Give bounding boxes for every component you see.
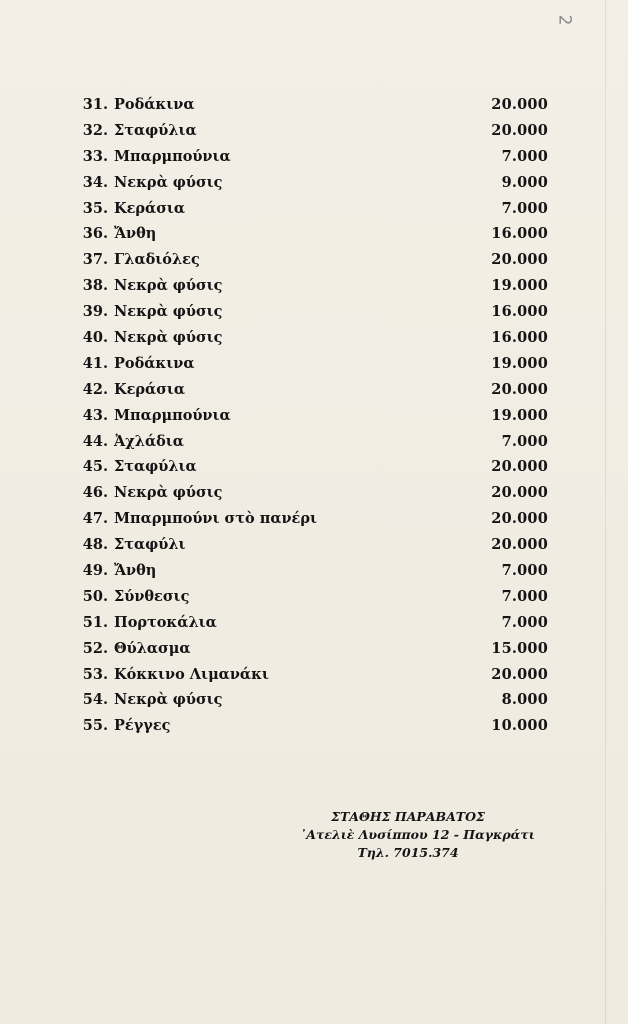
paper-fold-line — [605, 0, 606, 1024]
item-number: 41. — [82, 354, 108, 372]
item-title: Νεκρὰ φύσις — [114, 329, 223, 347]
item-number: 52. — [82, 639, 108, 657]
item-title: Νεκρὰ φύσις — [114, 691, 223, 709]
item-title: Σταφύλια — [114, 458, 197, 476]
item-number: 34. — [82, 173, 108, 191]
item-title: Νεκρὰ φύσις — [114, 277, 223, 295]
item-title: Ροδάκινα — [114, 96, 195, 113]
item-price: 20.000 — [491, 380, 548, 398]
item-number: 50. — [82, 587, 108, 605]
list-item — [76, 662, 548, 688]
list-item — [76, 480, 548, 506]
item-title: Ροδάκινα — [114, 354, 195, 372]
item-number: 45. — [82, 458, 108, 476]
item-number: 38. — [82, 277, 108, 295]
signature-block — [300, 808, 535, 862]
item-price: 20.000 — [491, 484, 548, 502]
item-title: Ἀχλάδια — [114, 432, 184, 450]
item-title: Ἄνθη — [114, 562, 157, 580]
item-title: Ρέγγες — [114, 717, 171, 735]
list-item — [76, 351, 548, 377]
item-price: 19.000 — [491, 406, 548, 424]
item-number: 42. — [82, 380, 108, 398]
item-number: 31. — [82, 96, 108, 113]
list-item — [76, 610, 548, 636]
list-item — [76, 584, 548, 610]
item-price: 7.000 — [501, 562, 548, 580]
list-item — [76, 144, 548, 170]
item-price: 9.000 — [501, 173, 548, 191]
item-number: 44. — [82, 432, 108, 450]
item-price: 20.000 — [491, 536, 548, 554]
item-price: 16.000 — [491, 303, 548, 321]
item-price: 16.000 — [491, 225, 548, 243]
list-item — [76, 506, 548, 532]
item-price: 20.000 — [491, 251, 548, 269]
list-item — [76, 273, 548, 299]
item-number: 51. — [82, 613, 108, 631]
item-number: 43. — [82, 406, 108, 424]
list-item — [76, 92, 548, 118]
item-price: 20.000 — [491, 665, 548, 683]
item-title: Κόκκινο Λιμανάκι — [114, 665, 269, 683]
item-number: 46. — [82, 484, 108, 502]
item-price: 7.000 — [501, 199, 548, 217]
item-title: Κεράσια — [114, 380, 186, 398]
list-item — [76, 299, 548, 325]
item-price: 7.000 — [501, 587, 548, 605]
item-number: 40. — [82, 329, 108, 347]
item-number: 47. — [82, 510, 108, 528]
item-title: Νεκρὰ φύσις — [114, 303, 223, 321]
item-price: 20.000 — [491, 96, 548, 113]
item-title: Μπαρμπούνι στὸ πανέρι — [114, 510, 318, 528]
artist-name: ΣΤΑΘΗΣ ΠΑΡΑΒΑΤΟΣ — [331, 809, 485, 824]
page-number: 2 — [554, 14, 575, 26]
item-price: 19.000 — [491, 277, 548, 295]
item-price: 7.000 — [501, 613, 548, 631]
item-price: 15.000 — [491, 639, 548, 657]
item-title: Νεκρὰ φύσις — [114, 484, 223, 502]
telephone: Τηλ. 7015.374 — [357, 845, 459, 860]
item-number: 36. — [82, 225, 108, 243]
item-title: Κεράσια — [114, 199, 186, 217]
list-item — [76, 532, 548, 558]
item-title: Σταφύλια — [114, 121, 197, 139]
item-title: Μπαρμπούνια — [114, 147, 231, 165]
item-price: 10.000 — [491, 717, 548, 735]
item-title: Πορτοκάλια — [114, 613, 217, 631]
item-price: 7.000 — [501, 147, 548, 165]
item-number: 39. — [82, 303, 108, 321]
item-price: 7.000 — [501, 432, 548, 450]
list-item — [76, 429, 548, 455]
item-number: 48. — [82, 536, 108, 554]
item-title: Θύλασμα — [114, 639, 191, 657]
list-item — [76, 170, 548, 196]
item-price: 16.000 — [491, 329, 548, 347]
item-price: 20.000 — [491, 121, 548, 139]
item-number: 33. — [82, 147, 108, 165]
list-item — [76, 118, 548, 144]
item-number: 35. — [82, 199, 108, 217]
item-title: Μπαρμπούνια — [114, 406, 231, 424]
list-item — [76, 636, 548, 662]
item-price: 20.000 — [491, 510, 548, 528]
list-item — [76, 454, 548, 480]
atelier-address: ᾿Ατελιὲ Λυσίππου 12 - Παγκράτι — [300, 827, 535, 842]
item-price: 19.000 — [491, 354, 548, 372]
list-item — [76, 196, 548, 222]
item-title: Νεκρὰ φύσις — [114, 173, 223, 191]
item-number: 55. — [82, 717, 108, 735]
list-item — [76, 713, 548, 739]
item-title: Γλαδιόλες — [114, 251, 200, 269]
list-item — [76, 247, 548, 273]
item-number: 37. — [82, 251, 108, 269]
list-item — [76, 403, 548, 429]
list-item — [76, 558, 548, 584]
list-item — [76, 221, 548, 247]
item-title: Ἄνθη — [114, 225, 157, 243]
list-item — [76, 687, 548, 713]
item-number: 54. — [82, 691, 108, 709]
list-item — [76, 325, 548, 351]
item-number: 53. — [82, 665, 108, 683]
price-list — [76, 92, 548, 739]
item-price: 8.000 — [501, 691, 548, 709]
list-item — [76, 377, 548, 403]
item-title: Σταφύλι — [114, 536, 186, 554]
item-number: 49. — [82, 562, 108, 580]
item-number: 32. — [82, 121, 108, 139]
item-price: 20.000 — [491, 458, 548, 476]
item-title: Σύνθεσις — [114, 587, 190, 605]
